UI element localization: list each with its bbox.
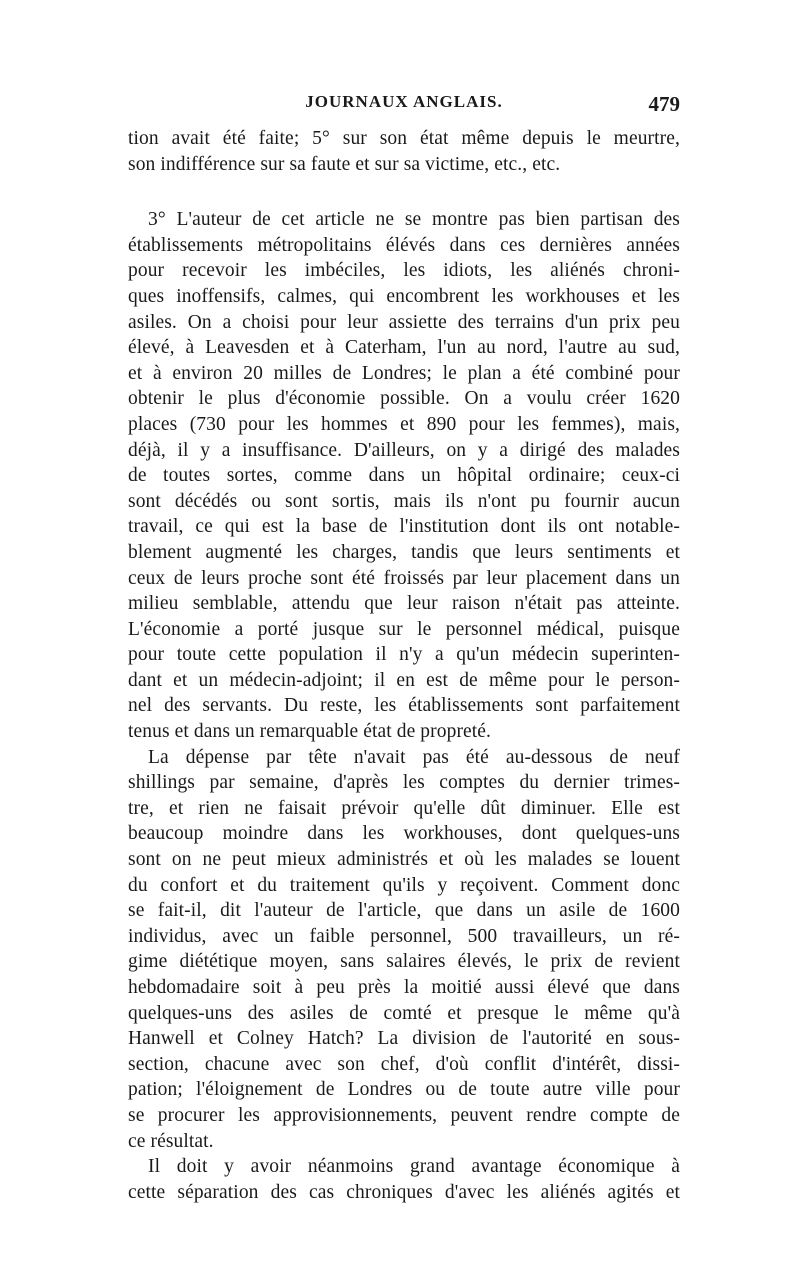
text-line: individus, avec un faible personnel, 500 travailleurs, un ré- bbox=[128, 925, 680, 947]
text-line: ceux de leurs proche sont été froissés par leur placement dans un bbox=[128, 567, 680, 589]
text-line: shillings par semaine, d'après les comptes du dernier trimes- bbox=[128, 772, 680, 794]
text-line: obtenir le plus d'économie possible. On a voulu créer 1620 bbox=[128, 388, 680, 410]
text-line: nel des servants. Du reste, les établissements sont parfaitement bbox=[128, 695, 680, 717]
text-line: section, chacune avec son chef, d'où conflit d'intérêt, dissi- bbox=[128, 1053, 680, 1075]
text-line: hebdomadaire soit à peu près la moitié aussi élevé que dans bbox=[128, 977, 680, 998]
text-line: La dépense par tête n'avait pas été au-dessous de neuf bbox=[148, 746, 680, 768]
text-line: de toutes sortes, comme dans un hôpital ordinaire; ceux-ci bbox=[128, 465, 680, 487]
paragraph-avantage bbox=[128, 1154, 680, 1205]
text-line: pation; l'éloignement de Londres ou de toute autre ville pour bbox=[128, 1079, 680, 1101]
text-line: gime diététique moyen, sans salaires élevés, le prix de revient bbox=[128, 951, 680, 973]
text-line: son indifférence sur sa faute et sur sa victime, etc., etc. bbox=[128, 153, 561, 175]
text-line: se fait-il, dit l'auteur de l'article, que dans un asile de 1600 bbox=[128, 900, 680, 922]
text-line: se procurer les approvisionnements, peuvent rendre compte de bbox=[128, 1104, 680, 1126]
text-line: pour recevoir les imbéciles, les idiots, les aliénés chroni- bbox=[128, 260, 680, 282]
text-line: cette séparation des cas chroniques d'avec les aliénés agités et bbox=[128, 1181, 680, 1203]
body-text bbox=[128, 126, 680, 1205]
paragraph-item-3 bbox=[128, 207, 680, 744]
paragraph-depense bbox=[128, 745, 680, 1155]
running-title: JOURNAUX ANGLAIS. bbox=[305, 92, 503, 111]
text-line: quelques-uns des asiles de comté et presque le même qu'à bbox=[128, 1002, 680, 1024]
paragraph-gap bbox=[128, 177, 680, 207]
text-line: établissements métropolitains élévés dans ces dernières années bbox=[128, 234, 680, 256]
text-line: ques inoffensifs, calmes, qui encombrent les workhouses et les bbox=[128, 285, 680, 307]
text-line: et à environ 20 milles de Londres; le plan a été combiné pour bbox=[128, 362, 680, 384]
running-head bbox=[128, 92, 680, 118]
text-line: du confort et du traitement qu'ils y reçoivent. Comment donc bbox=[128, 874, 680, 896]
text-line: pour toute cette population il n'y a qu'un médecin superinten- bbox=[128, 644, 680, 666]
text-line: sont décédés ou sont sortis, mais ils n'ont pu fournir aucun bbox=[128, 490, 680, 512]
text-line: ce résultat. bbox=[128, 1130, 214, 1152]
text-line: beaucoup moindre dans les workhouses, dont quelques-uns bbox=[128, 823, 680, 845]
text-line: 3° L'auteur de cet article ne se montre pas bien partisan des bbox=[148, 209, 680, 231]
text-line: L'économie a porté jusque sur le personnel médical, puisque bbox=[128, 618, 680, 640]
text-line: élevé, à Leavesden et à Caterham, l'un au nord, l'autre au sud, bbox=[128, 337, 680, 359]
text-line: déjà, il y a insuffisance. D'ailleurs, on y a dirigé des malades bbox=[128, 439, 680, 461]
text-line: blement augmenté les charges, tandis que leurs sentiments et bbox=[128, 541, 680, 563]
text-line: dant et un médecin-adjoint; il en est de même pour le person- bbox=[128, 669, 680, 691]
text-line: Hanwell et Colney Hatch? La division de l'autorité en sous- bbox=[128, 1028, 680, 1050]
paragraph-continuation bbox=[128, 126, 680, 177]
text-line: milieu semblable, attendu que leur raison n'était pas atteinte. bbox=[128, 593, 680, 615]
page-number: 479 bbox=[648, 92, 680, 116]
text-line: tre, et rien ne faisait prévoir qu'elle dût diminuer. Elle est bbox=[128, 797, 680, 819]
text-line: tion avait été faite; 5° sur son état même depuis le meurtre, bbox=[128, 128, 680, 149]
text-line: tenus et dans un remarquable état de propreté. bbox=[128, 721, 492, 743]
text-line: asiles. On a choisi pour leur assiette des terrains d'un prix peu bbox=[128, 311, 680, 333]
text-line: places (730 pour les hommes et 890 pour les femmes), mais, bbox=[128, 413, 680, 435]
text-line: sont on ne peut mieux administrés et où les malades se louent bbox=[128, 849, 680, 871]
text-line: travail, ce qui est la base de l'institution dont ils ont notable- bbox=[128, 516, 680, 538]
text-line: Il doit y avoir néanmoins grand avantage économique à bbox=[148, 1156, 680, 1178]
